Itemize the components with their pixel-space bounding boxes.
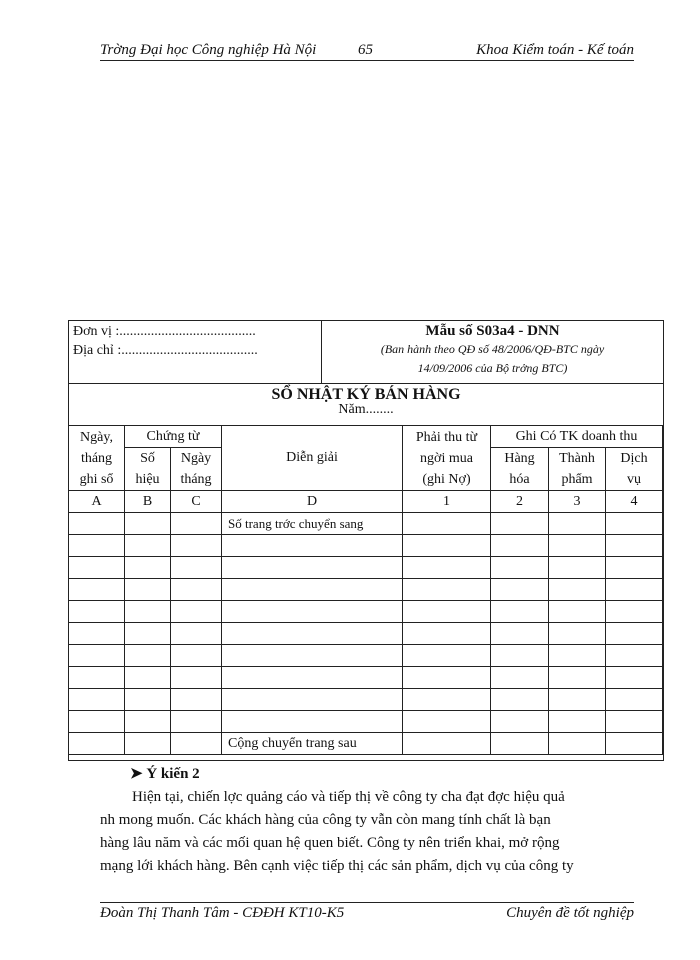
code-cell: D	[222, 491, 403, 513]
sales-journal-table	[68, 425, 663, 755]
header-products: Thành phẩm	[549, 448, 606, 491]
address-label: Địa chỉ :.......................................	[73, 343, 258, 358]
author-name: Đoàn Thị Thanh Tâm - CĐĐH KT10-K5	[100, 905, 345, 921]
form-number: Mẫu số S03a4 - DNN	[425, 323, 560, 339]
section-title: Ý kiến 2	[146, 766, 200, 782]
table-row	[69, 689, 663, 711]
code-cell: B	[125, 491, 171, 513]
thesis-type: Chuyên đề tốt nghiệp	[506, 905, 634, 921]
unit-info	[69, 321, 322, 383]
paragraph-line: mạng lới khách hàng. Bên cạnh việc tiếp thị các sản phẩm, dịch vụ của công ty	[100, 858, 574, 874]
page-number: 65	[358, 42, 373, 58]
ledger-title-block	[69, 384, 663, 418]
paragraph-line: nh mong muốn. Các khách hàng của công ty vẫn còn mang tính chất là bạn	[100, 812, 551, 828]
header-voucher: Chứng từ	[125, 426, 222, 448]
header-goods: Hàng hóa	[491, 448, 549, 491]
carry-in-row	[69, 513, 663, 535]
header-description: Diễn giải	[222, 426, 403, 491]
form-top	[69, 321, 663, 384]
arrow-bullet-icon: ➤	[130, 766, 143, 782]
code-row	[69, 491, 663, 513]
carry-out-row	[69, 733, 663, 755]
table-row	[69, 579, 663, 601]
code-cell: A	[69, 491, 125, 513]
code-cell: 3	[549, 491, 606, 513]
table-row	[69, 711, 663, 733]
page-footer	[100, 902, 634, 923]
school-name: Trờng Đại học Công nghiệp Hà Nội	[100, 42, 317, 58]
section-paragraph	[100, 786, 634, 878]
issued-line-2: 14/09/2006 của Bộ trởng BTC)	[417, 361, 568, 375]
header-voucher-date: Ngày tháng	[171, 448, 222, 491]
form-info	[322, 321, 663, 383]
code-cell: 2	[491, 491, 549, 513]
header-revenue: Ghi Có TK doanh thu	[491, 426, 663, 448]
carry-out-label: Cộng chuyển trang sau	[222, 733, 403, 755]
issued-line-1: (Ban hành theo QĐ số 48/2006/QĐ-BTC ngày	[380, 342, 605, 356]
faculty-name: Khoa Kiểm toán - Kế toán	[476, 42, 634, 58]
code-cell: 4	[606, 491, 663, 513]
table-row	[69, 601, 663, 623]
ledger-title: SỔ NHẬT KÝ BÁN HÀNG	[271, 386, 461, 403]
header-receivable: Phải thu từ ngời mua (ghi Nợ)	[403, 426, 491, 491]
code-cell: C	[171, 491, 222, 513]
header-voucher-no: Số hiệu	[125, 448, 171, 491]
carry-in-label: Số trang trớc chuyển sang	[222, 513, 403, 535]
table-row	[69, 623, 663, 645]
header-date: Ngày, tháng ghi sổ	[69, 426, 125, 491]
page-header	[100, 42, 634, 61]
table-row	[69, 557, 663, 579]
table-row	[69, 667, 663, 689]
unit-label: Đơn vị :.......................................	[73, 324, 256, 339]
section-heading	[130, 764, 200, 783]
header-services: Dịch vụ	[606, 448, 663, 491]
paragraph-line: Hiện tại, chiến lợc quảng cáo và tiếp thị về công ty cha đạt đợc hiệu quả	[132, 789, 565, 805]
code-cell: 1	[403, 491, 491, 513]
table-row	[69, 645, 663, 667]
ledger-year: Năm........	[338, 402, 394, 417]
paragraph-line: hàng lâu năm và các mối quan hệ quen biết. Công ty nên triển khai, mở rộng	[100, 835, 560, 851]
table-row	[69, 535, 663, 557]
